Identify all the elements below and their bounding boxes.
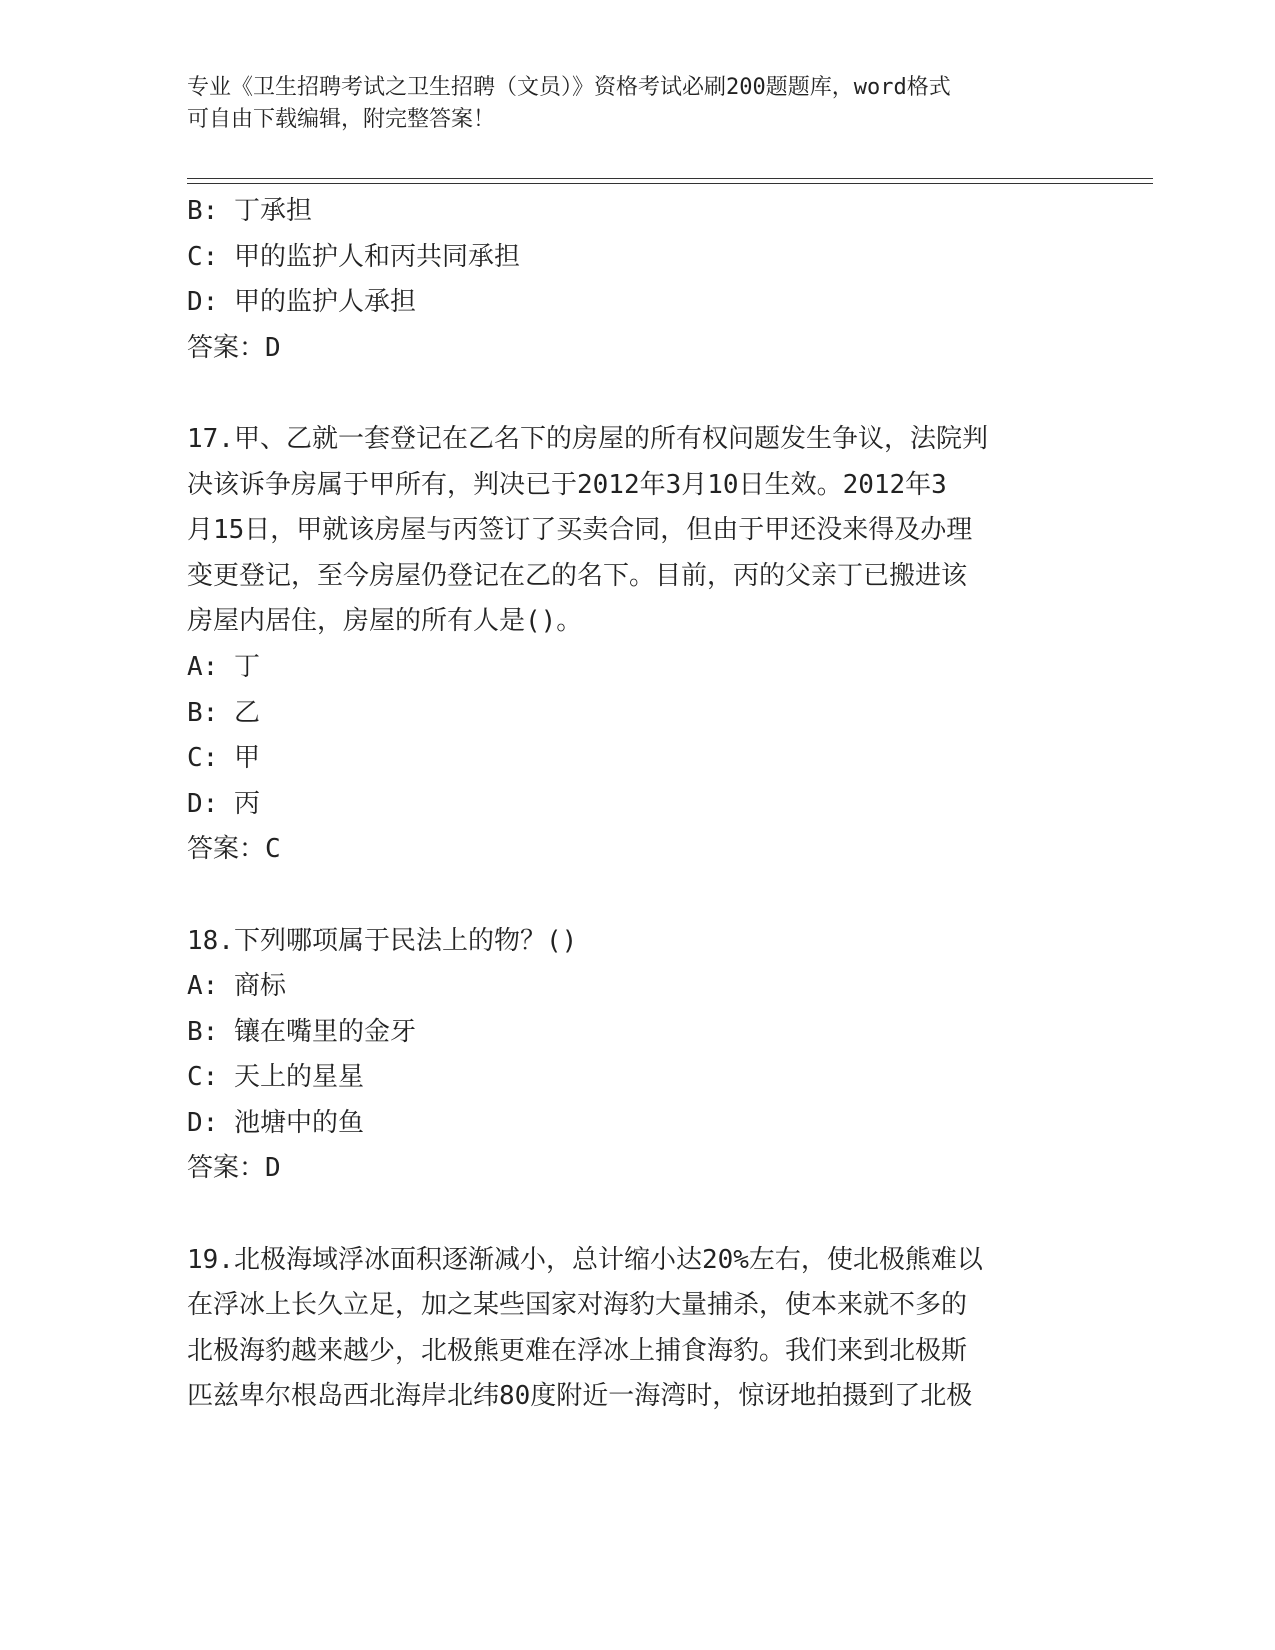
option-b: B: 乙 (187, 697, 260, 728)
answer-line: 答案：D (187, 332, 281, 363)
page-header (187, 72, 1067, 136)
question-text-line: 月15日，甲就该房屋与丙签订了买卖合同，但由于甲还没来得及办理 (187, 515, 973, 546)
answer-line: 答案：C (187, 834, 281, 865)
spacer (187, 371, 1087, 417)
header-divider-bottom (187, 183, 1153, 184)
document-body (187, 189, 1087, 1420)
question-text-line: 决该诉争房属于甲所有，判决已于2012年3月10日生效。2012年3 (187, 469, 947, 500)
option-d: D: 池塘中的鱼 (187, 1107, 364, 1138)
answer-line: 答案：D (187, 1153, 281, 1184)
question-19 (187, 1238, 1087, 1420)
question-text-line: 匹兹卑尔根岛西北海岸北纬80度附近一海湾时，惊讶地拍摄到了北极 (187, 1381, 973, 1412)
question-text-line: 北极海豹越来越少，北极熊更难在浮冰上捕食海豹。我们来到北极斯 (187, 1335, 968, 1366)
option-b: B: 丁承担 (187, 196, 312, 226)
option-a: A: 商标 (187, 971, 286, 1002)
question-text-line: 变更登记，至今房屋仍登记在乙的名下。目前，丙的父亲丁已搬进该 (187, 560, 968, 591)
spacer (187, 1192, 1087, 1238)
header-line-2: 可自由下载编辑，附完整答案！ (187, 107, 496, 132)
question-text-line: 17.甲、乙就一套登记在乙名下的房屋的所有权问题发生争议，法院判 (187, 423, 988, 454)
question-18 (187, 919, 1087, 1193)
question-17 (187, 417, 1087, 873)
question-text-line: 房屋内居住，房屋的所有人是()。 (187, 606, 583, 637)
prev-question-tail (187, 189, 1087, 371)
option-c: C: 甲 (187, 743, 260, 774)
spacer (187, 873, 1087, 919)
option-d: D: 甲的监护人承担 (187, 287, 416, 318)
header-line-1: 专业《卫生招聘考试之卫生招聘（文员）》资格考试必刷200题题库，word格式 (187, 75, 951, 100)
option-a: A: 丁 (187, 651, 260, 682)
option-c: C: 天上的星星 (187, 1062, 364, 1093)
option-b: B: 镶在嘴里的金牙 (187, 1016, 416, 1047)
option-d: D: 丙 (187, 788, 260, 819)
question-text-line: 在浮冰上长久立足，加之某些国家对海豹大量捕杀，使本来就不多的 (187, 1290, 968, 1321)
option-c: C: 甲的监护人和丙共同承担 (187, 241, 520, 272)
question-text-line: 18.下列哪项属于民法上的物？() (187, 925, 578, 956)
header-divider-top (187, 178, 1153, 179)
question-text-line: 19.北极海域浮冰面积逐渐减小，总计缩小达20%左右，使北极熊难以 (187, 1244, 983, 1275)
